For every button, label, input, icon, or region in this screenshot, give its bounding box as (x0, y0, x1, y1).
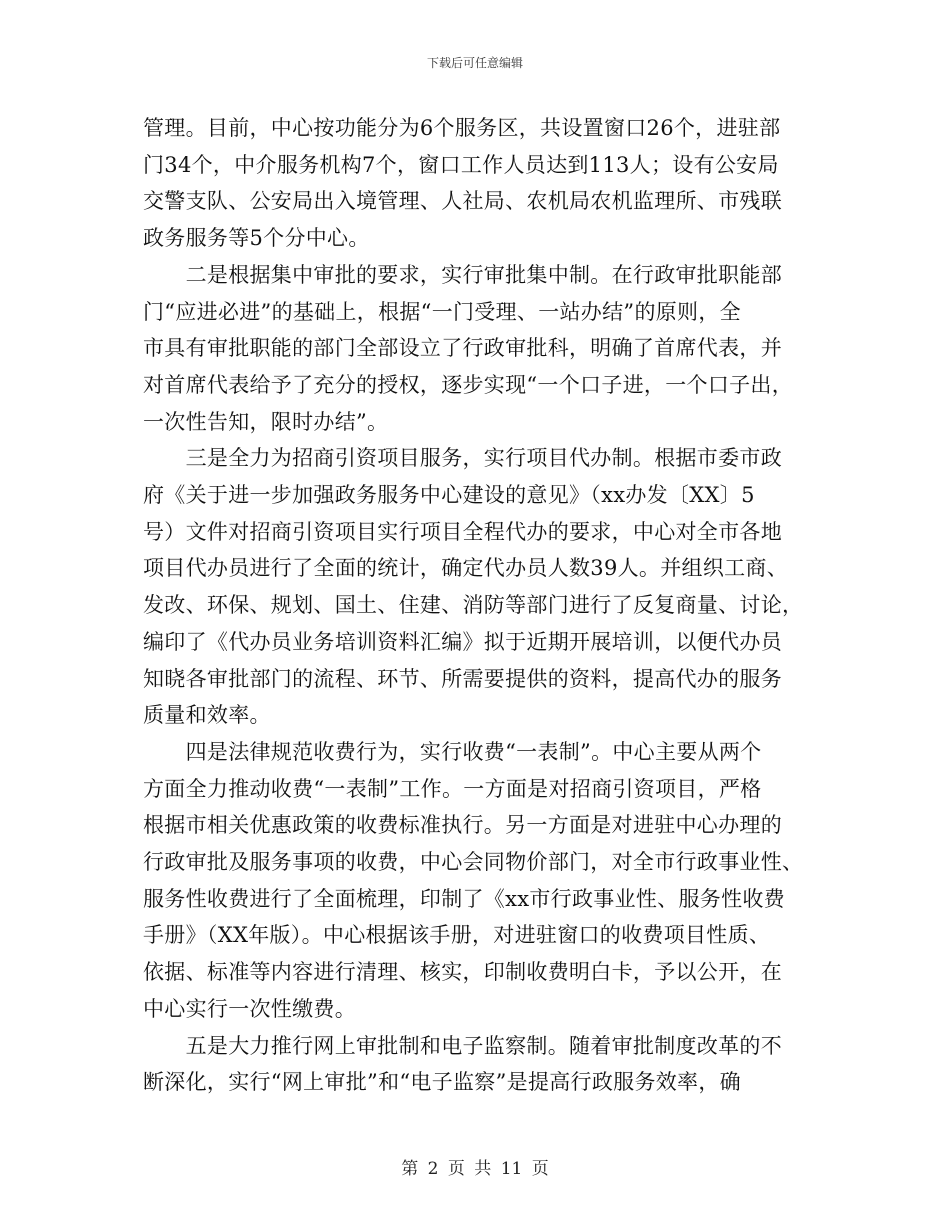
page-header: 下载后可任意编辑 (426, 56, 523, 70)
document-body (143, 110, 807, 1101)
paragraph-item-5: 五是大力推行网上审批制和电子监察制。随着审批制度改革的不 断深化，实行“网上审批”和“电子监察”是提高行政服务效率，确 (143, 1033, 782, 1095)
paragraph-item-4: 四是法律规范收费行为，实行收费“一表制”。中心主要从两个 方面全力推动收费“一表制”工作。一方面是对招商引资项目，严格 根据市相关优惠政策的收费标准执行。另一方面是对进驻中心办理的 行政审批及服务事项的收费，中心会同物价部门，对全市行政事业性、 服务性收费进行了全面梳理，印制了《xx市行政事业性、服务性收费 手册》（XX年版）。中心根据该手册，对进驻窗口的收费项目性质、 依据、标准等内容进行清理、核实，印制收费明白卡，予以公开，在 中心实行一次性缴费。 (143, 739, 804, 1021)
page-number-footer: 第 2 页 共 11 页 (401, 1159, 549, 1179)
paragraph-item-3: 三是全力为招商引资项目服务，实行项目代办制。根据市委市政 府《关于进一步加强政务服务中心建设的意见》（xx办发〔XX〕5 号）文件对招商引资项目实行项目全程代办的要求，中心对全市各地 项目代办员进行了全面的统计，确定代办员人数39人。并组织工商、 发改、环保、规划、国土、住建、消防等部门进行了反复商量、讨论， 编印了《代办员业务培训资料汇编》拟于近期开展培训，以便代办员 知晓各审批部门的流程、环节、所需要提供的资料，提高代办的服务 质量和效率。 (143, 446, 804, 728)
paragraph-intro-continuation: 管理。目前，中心按功能分为6个服务区，共设置窗口26个，进驻部 门34个，中介服务机构7个，窗口工作人员达到113人；设有公安局 交警支队、公安局出入境管理、人社局、农机局农机监理所、市残联 政务服务等5个分中心。 (143, 116, 782, 251)
paragraph-item-2: 二是根据集中审批的要求，实行审批集中制。在行政审批职能部 门“应进必进”的基础上，根据“一门受理、一站办结”的原则，全 市具有审批职能的部门全部设立了行政审批科，明确了首席代表，并 对首席代表给予了充分的授权，逐步实现“一个口子进，一个口子出， 一次性告知，限时办结”。 (143, 262, 794, 434)
